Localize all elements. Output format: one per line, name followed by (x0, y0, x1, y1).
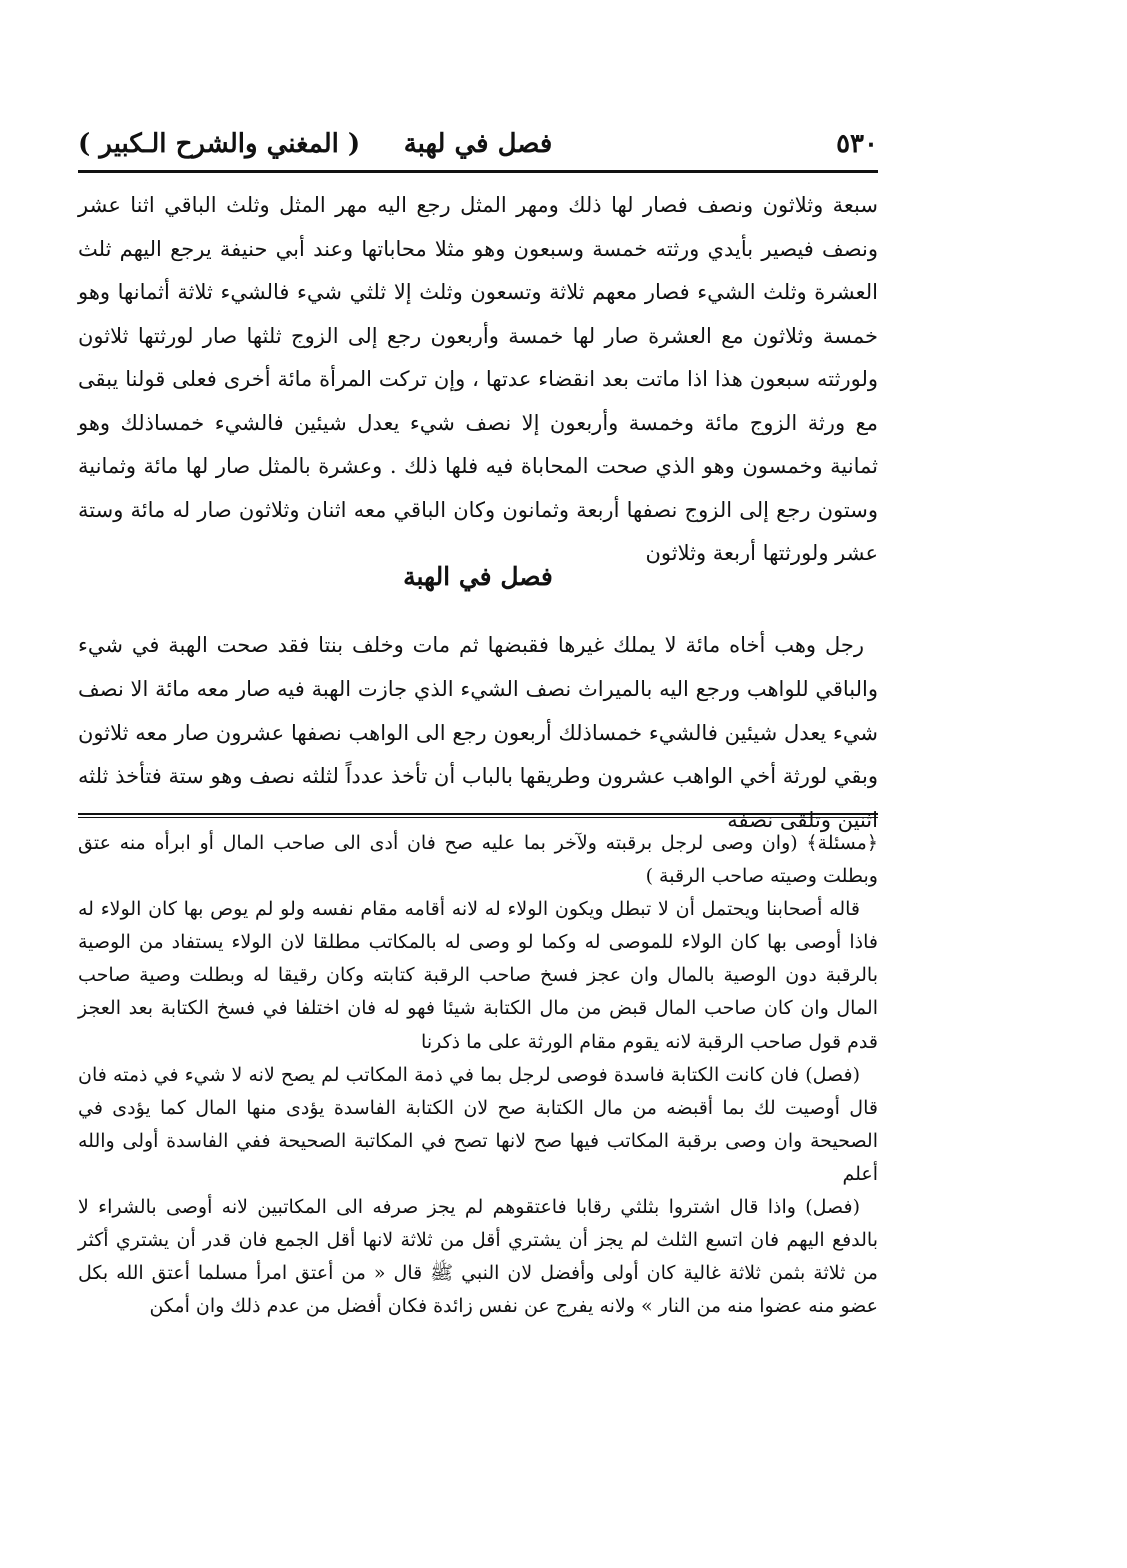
chapter-title: فصل في لهبة (403, 129, 553, 159)
section-heading: فصل في الهبة (403, 562, 553, 591)
fasl-paragraph-2: (فصل) واذا قال اشتروا بثلثي رقابا فاعتقوهم لم يجز صرفه الى المكاتبين لانه أوصى بالشراء لا بالدفع اليهم فان اتسع الثلث لم يجز أن يشتري أقل من ثلاثة لانها أقل الجمع فان قدر أن يشتري أكثر من ثلاثة بثمن ثلاثة غالية كان أولى وأفضل لان النبي ﷺ قال « من أعتق امرأ مسلما أعتق الله بكل عضو منه عضوا منه من النار » ولانه يفرج عن نفس زائدة فكان أفضل من عدم ذلك وان أمكن (78, 1196, 878, 1318)
masala-paragraph: ﴿مسئلة﴾ (وان وصى لرجل برقبته ولآخر بما عليه صح فان أدى الى صاحب المال أو ابرأه منه عتق وبطلت وصيته صاحب الرقبة ) (78, 832, 878, 888)
fasl-paragraph-1: (فصل) فان كانت الكتابة فاسدة فوصى لرجل بما في ذمة المكاتب لم يصح لانه لا شيء في ذمته فان قال أوصيت لك بما أقبضه من مال الكتابة صح لان الكتابة الفاسدة يؤدى منها المال كما يؤدى في الصحيحة وان وصى برقبة المكاتب فيها صح لانها تصح في المكاتبة الصحيحة ففي الفاسدة أولى والله أعلم (78, 1063, 878, 1185)
upper-text-block (78, 184, 878, 576)
upper-paragraph: سبعة وثلاثون ونصف فصار لها ذلك ومهر المثل رجع اليه مهر المثل وثلث الباقي اثنا عشر ونصف فيصير بأيدي ورثته خمسة وسبعون وهو مثلا محاباتها وعند أبي حنيفة يرجع اليهم ثلث العشرة وثلث الشيء فصار معهم ثلاثة وتسعون وثلث إلا ثلثي شيء فالشيء ثلاثة أثمانها وهو خمسة وثلاثون مع العشرة صار لها خمسة وأربعون رجع إلى الزوج ثلثها صار لورثتها ثلاثون ولورثته سبعون هذا اذا ماتت بعد انقضاء عدتها ، وإن تركت المرأة مائة أخرى فعلى قولنا يبقى مع ورثة الزوج مائة وخمسة وأربعون إلا نصف شيء يعدل شيئين فالشيء خمساذلك وهو ثمانية وخمسون وهو الذي صحت المحاباة فيه فلها ذلك . وعشرة بالمثل صار لها مائة وثمانية وستون رجع إلى الزوج نصفها أربعة وثمانون وكان الباقي معه اثنان وثلاثون صار له مائة وستة عشر ولورثتها أربعة وثلاثون (78, 193, 878, 565)
lower-text-block (78, 827, 878, 1323)
book-title: ( المغني والشرح الـكبير ) (78, 129, 361, 159)
commentary-paragraph: قاله أصحابنا ويحتمل أن لا تبطل ويكون الولاء له لانه أقامه مقام نفسه ولو لم يوص بها كان الولاء له فاذا أوصى بها كان الولاء للموصى له وكما لو وصى له بالمكاتب مطلقا لان الولاء يستفاد من الوصية بالرقبة دون الوصية بالمال وان عجز فسخ صاحب الرقبة كتابته وكان رقيقا له وبطلت وصية صاحب المال وان كان صاحب المال قبض من مال الكتابة شيئا فهو له فان اختلفا في فسخ الكتابة بعد العجز قدم قول صاحب الرقبة لانه يقوم مقام الورثة على ما ذكرنا (78, 898, 878, 1053)
hiba-paragraph: رجل وهب أخاه مائة لا يملك غيرها فقبضها ثم مات وخلف بنتا فقد صحت الهبة في شيء والباقي للواهب ورجع اليه بالميراث نصف الشيء الذي جازت الهبة فيه صار معه مائة الا نصف شيء يعدل شيئين فالشيء خمساذلك أربعون رجع الى الواهب نصفها عشرون صار معه ثلاثون وبقي لورثة أخي الواهب عشرون وطريقها بالباب أن تأخذ عدداً لثلثه نصف وهو ستة فتأخذ ثلثه اثنين وتلقى نصفه (78, 633, 878, 833)
hiba-text-block (78, 624, 878, 843)
header-rule (78, 170, 878, 173)
page-header (78, 118, 878, 170)
section-divider-rule (78, 813, 878, 818)
page-number: ٥٣٠ (836, 129, 878, 159)
